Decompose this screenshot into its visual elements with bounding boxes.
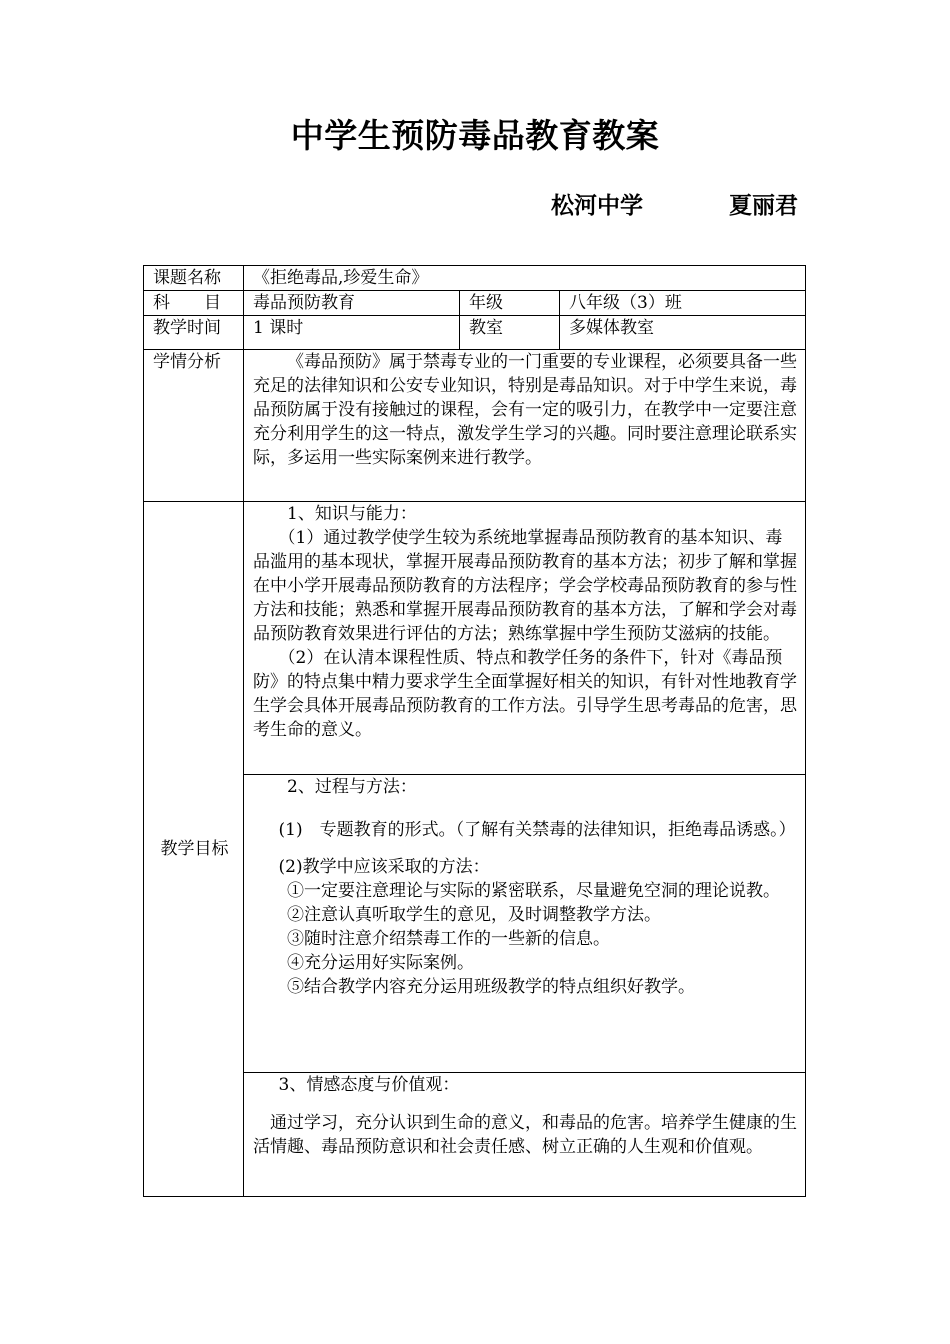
process-paragraph-2: (2)教学中应该采取的方法： bbox=[278, 857, 490, 877]
topic-value: 《拒绝毒品,珍爱生命》 bbox=[244, 266, 806, 291]
table-row-process bbox=[144, 775, 806, 1073]
document-title: 中学生预防毒品教育教案 bbox=[290, 116, 660, 155]
duration-value: 1 课时 bbox=[244, 316, 460, 350]
process-item: ④充分运用好实际案例。 bbox=[287, 953, 474, 973]
room-value: 多媒体教室 bbox=[560, 316, 806, 350]
knowledge-heading: 1、知识与能力： bbox=[287, 504, 417, 524]
duration-label: 教学时间 bbox=[144, 316, 244, 350]
topic-label: 课题名称 bbox=[144, 266, 244, 291]
table-row-topic bbox=[144, 266, 806, 291]
table-row-knowledge bbox=[144, 502, 806, 775]
objectives-label: 教学目标 bbox=[144, 502, 244, 1197]
process-item: ①一定要注意理论与实际的紧密联系，尽量避免空洞的理论说教。 bbox=[287, 881, 780, 901]
process-item: ②注意认真听取学生的意见，及时调整教学方法。 bbox=[287, 905, 661, 925]
process-item: ⑤结合教学内容充分运用班级教学的特点组织好教学。 bbox=[287, 977, 695, 997]
table-row-subject bbox=[144, 291, 806, 316]
process-heading: 2、过程与方法： bbox=[287, 777, 417, 797]
subject-value: 毒品预防教育 bbox=[244, 291, 460, 316]
attitude-paragraph: 通过学习，充分认识到生命的意义，和毒品的危害。培养学生健康的生活情趣、毒品预防意识和社会责任感、树立正确的人生观和价值观。 bbox=[253, 1113, 797, 1157]
lesson-plan-table bbox=[143, 265, 806, 1197]
knowledge-paragraph-2: （2）在认清本课程性质、特点和教学任务的条件下，针对《毒品预防》的特点集中精力要求学生全面掌握好相关的知识，有针对性地教育学生学会具体开展毒品预防教育的工作方法。引导学生思考毒品的危害，思考生命的意义。 bbox=[253, 648, 797, 740]
grade-label: 年级 bbox=[460, 291, 560, 316]
grade-value: 八年级（3）班 bbox=[560, 291, 806, 316]
table-row-attitude bbox=[144, 1073, 806, 1197]
analysis-text: 《毒品预防》属于禁毒专业的一门重要的专业课程，必须要具备一些充足的法律知识和公安专业知识，特别是毒品知识。对于中学生来说，毒品预防属于没有接触过的课程，会有一定的吸引力，在教学中一定要注意充分利用学生的这一特点，激发学生学习的兴趣。同时要注意理论联系实际，多运用一些实际案例来进行教学。 bbox=[253, 352, 797, 468]
school-name: 松河中学 bbox=[551, 193, 643, 219]
room-label: 教室 bbox=[460, 316, 560, 350]
attitude-cell bbox=[244, 1073, 806, 1197]
analysis-label: 学情分析 bbox=[144, 350, 244, 502]
table-row-analysis bbox=[144, 350, 806, 502]
knowledge-paragraph-1: （1）通过教学使学生较为系统地掌握毒品预防教育的基本知识、毒品滥用的基本现状，掌握开展毒品预防教育的基本方法；初步了解和掌握在中小学开展毒品预防教育的方法程序；学会学校毒品预防教育的参与性方法和技能；熟悉和掌握开展毒品预防教育的基本方法，了解和学会对毒品预防教育效果进行评估的方法；熟练掌握中学生预防艾滋病的技能。 bbox=[253, 528, 797, 644]
author-name: 夏丽君 bbox=[729, 193, 798, 219]
attitude-heading: 3、情感态度与价值观： bbox=[278, 1075, 460, 1095]
process-cell bbox=[244, 775, 806, 1073]
table-row-duration bbox=[144, 316, 806, 350]
knowledge-cell bbox=[244, 502, 806, 775]
process-paragraph-1: (1) 专题教育的形式。（了解有关禁毒的法律知识，拒绝毒品诱惑。） bbox=[278, 820, 796, 840]
analysis-cell bbox=[244, 350, 806, 502]
subject-label: 科 目 bbox=[144, 291, 244, 316]
process-item: ③随时注意介绍禁毒工作的一些新的信息。 bbox=[287, 929, 610, 949]
